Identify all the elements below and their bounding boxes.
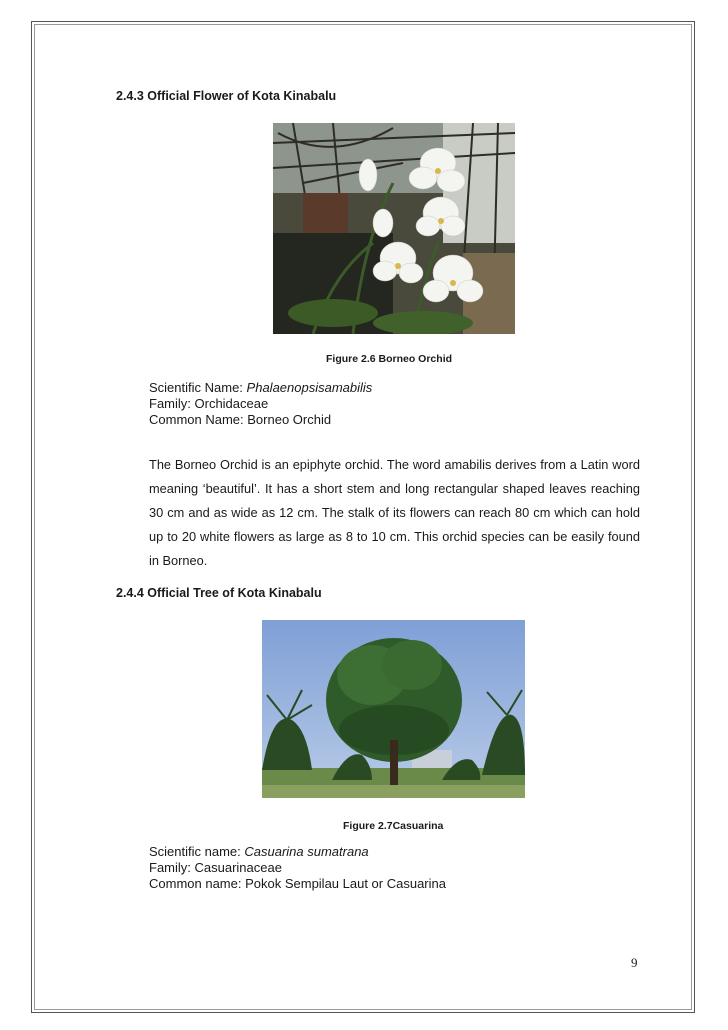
family-line: Family: Casuarinaceae xyxy=(149,860,282,875)
common-name-line: Common Name: Borneo Orchid xyxy=(149,412,332,427)
figure-caption-orchid: Figure 2.6 Borneo Orchid xyxy=(326,353,453,365)
scientific-name-label: Scientific Name: xyxy=(149,380,247,395)
orchid-photo xyxy=(273,123,515,334)
orchid-description: The Borneo Orchid is an epiphyte orchid. The word amabilis derives from a Latin word meaning ‘beautiful’. It has a short stem and long rectangular shaped leaves reaching 30 cm and as wide as 12 cm. The stalk of its flowers can reach 80 cm which can hold up to 20 white flowers as large as 8 to 10 cm. This orchid species can be easily found in Borneo. xyxy=(149,457,640,568)
section-heading-flower: 2.4.3 Official Flower of Kota Kinabalu xyxy=(116,89,337,103)
page-number: 9 xyxy=(631,955,638,970)
family-line: Family: Orchidaceae xyxy=(149,396,269,411)
figure-caption-casuarina: Figure 2.7Casuarina xyxy=(343,820,444,832)
scientific-name-label: Scientific name: xyxy=(149,844,245,859)
section-heading-tree: 2.4.4 Official Tree of Kota Kinabalu xyxy=(116,586,322,600)
scientific-name-line xyxy=(149,380,372,396)
scientific-name-line xyxy=(149,844,446,860)
scientific-name-value: Casuarina sumatrana xyxy=(244,844,369,859)
scientific-name-value: Phalaenopsisamabilis xyxy=(246,380,373,395)
casuarina-photo xyxy=(262,620,525,798)
common-name-line: Common name: Pokok Sempilau Laut or Casuarina xyxy=(149,876,446,891)
casuarina-info-block xyxy=(149,844,446,892)
orchid-info-block xyxy=(149,380,372,428)
